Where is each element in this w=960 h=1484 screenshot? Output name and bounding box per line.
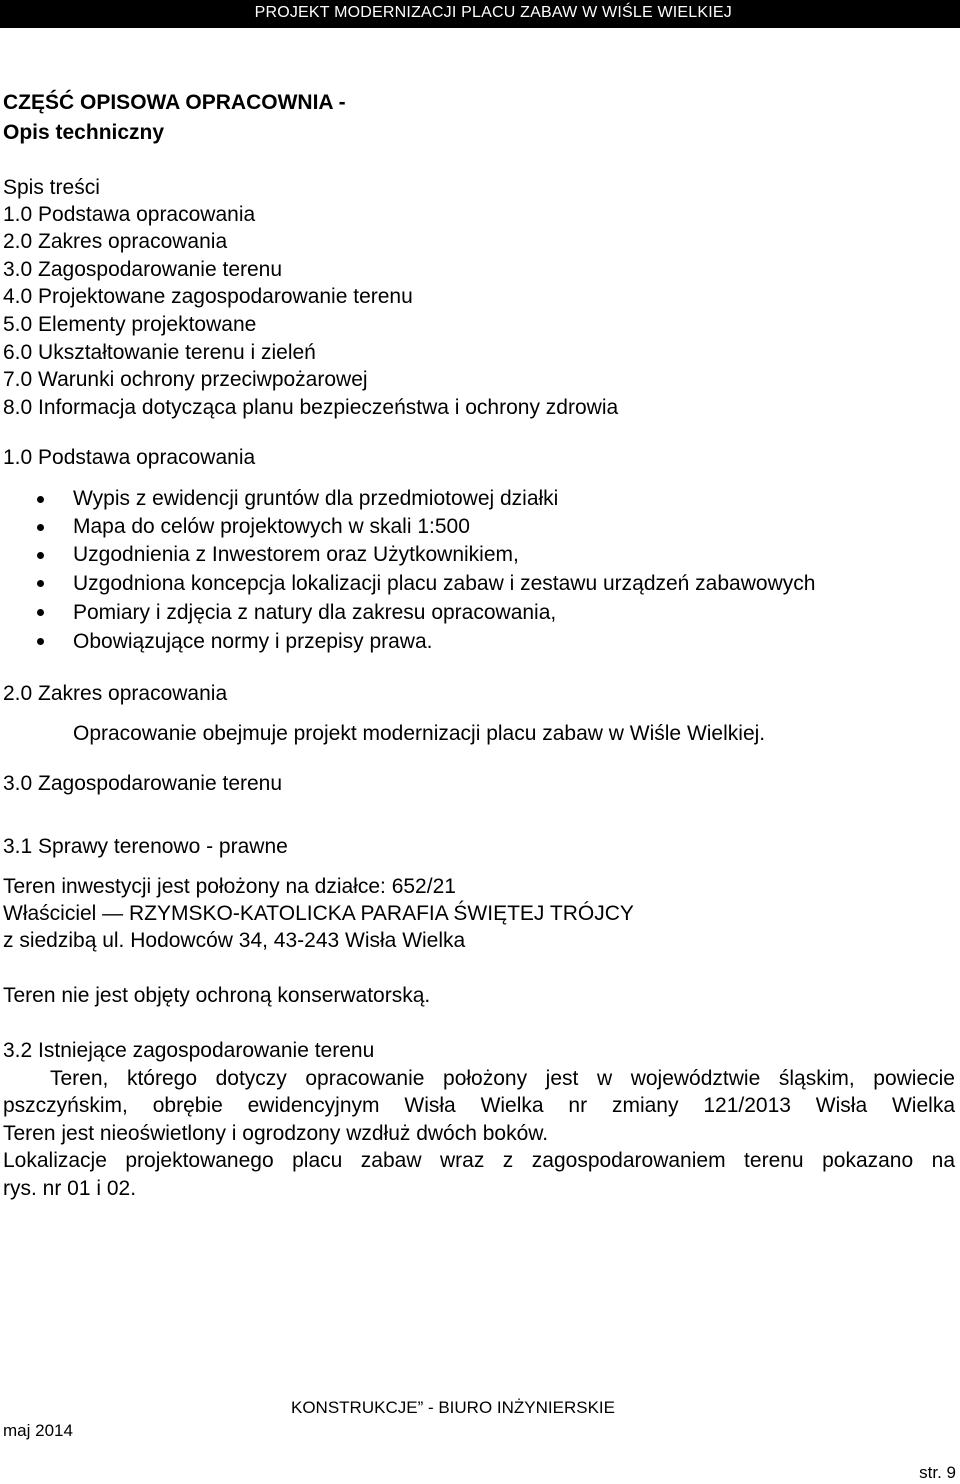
bullet-dot	[37, 638, 44, 645]
bullet-item: Obowiązujące normy i przepisy prawa.	[73, 630, 433, 653]
section-heading-2: 2.0 Zakres opracowania	[3, 682, 228, 705]
paragraph-line: Właściciel — RZYMSKO-KATOLICKA PARAFIA ŚWIĘTEJ TRÓJCY	[3, 902, 634, 925]
document-title: CZĘŚĆ OPISOWA OPRACOWNIA -	[3, 91, 346, 114]
toc-item: 6.0 Ukształtowanie terenu i zieleń	[3, 341, 316, 364]
paragraph-line: Teren jest nieoświetlony i ogrodzony wzdłuż dwóch boków.	[3, 1122, 549, 1145]
bullet-dot	[37, 609, 44, 616]
paragraph-line: pszczyńskim, obrębie ewidencyjnym Wisła Wielka nr zmiany 121/2013 Wisła Wielka	[3, 1094, 955, 1117]
subsection-heading-3-2: 3.2 Istniejące zagospodarowanie terenu	[3, 1039, 375, 1062]
bullet-item: Uzgodnienia z Inwestorem oraz Użytkownikiem,	[73, 543, 519, 566]
bullet-item: Pomiary i zdjęcia z natury dla zakresu opracowania,	[73, 601, 557, 624]
toc-item: 5.0 Elementy projektowane	[3, 313, 257, 336]
toc-item: 8.0 Informacja dotycząca planu bezpieczeństwa i ochrony zdrowia	[3, 396, 619, 419]
paragraph-line: Teren nie jest objęty ochroną konserwatorską.	[3, 984, 431, 1007]
toc-item: 1.0 Podstawa opracowania	[3, 203, 256, 226]
bullet-item: Uzgodniona koncepcja lokalizacji placu zabaw i zestawu urządzeń zabawowych	[73, 572, 816, 595]
paragraph-line: rys. nr 01 i 02.	[3, 1177, 137, 1200]
footer-company: KONSTRUKCJE” - BIURO INŻYNIERSKIE	[291, 1398, 615, 1417]
toc-item: 2.0 Zakres opracowania	[3, 230, 228, 253]
bullet-dot	[37, 496, 44, 503]
toc-item: 4.0 Projektowane zagospodarowanie terenu	[3, 285, 413, 308]
bullet-item: Mapa do celów projektowych w skali 1:500	[73, 515, 470, 538]
section-2-text: Opracowanie obejmuje projekt modernizacji placu zabaw w Wiśle Wielkiej.	[73, 722, 766, 745]
page-number: str. 9	[919, 1463, 956, 1482]
document-header-title: PROJEKT MODERNIZACJI PLACU ZABAW W WIŚLE WIELKIEJ	[254, 4, 732, 21]
bullet-dot	[37, 552, 44, 559]
footer-date: maj 2014	[3, 1421, 73, 1440]
bullet-dot	[37, 524, 44, 531]
paragraph-line: Teren, którego dotyczy opracowanie położony jest w województwie śląskim, powiecie	[50, 1067, 955, 1090]
paragraph-line: Lokalizacje projektowanego placu zabaw wraz z zagospodarowaniem terenu pokazano na	[3, 1149, 955, 1172]
paragraph-line: Teren inwestycji jest położony na działce: 652/21	[3, 875, 456, 898]
header-band	[0, 0, 960, 28]
bullet-item: Wypis z ewidencji gruntów dla przedmiotowej działki	[73, 487, 559, 510]
section-heading-1: 1.0 Podstawa opracowania	[3, 446, 256, 469]
toc-heading: Spis treści	[3, 176, 100, 199]
toc-item: 3.0 Zagospodarowanie terenu	[3, 258, 283, 281]
toc-item: 7.0 Warunki ochrony przeciwpożarowej	[3, 368, 368, 391]
bullet-dot	[37, 580, 44, 587]
paragraph-line: z siedzibą ul. Hodowców 34, 43-243 Wisła Wielka	[3, 929, 466, 952]
subsection-heading-3-1: 3.1 Sprawy terenowo - prawne	[3, 835, 288, 858]
section-heading-3: 3.0 Zagospodarowanie terenu	[3, 772, 283, 795]
document-subtitle: Opis techniczny	[3, 121, 165, 144]
